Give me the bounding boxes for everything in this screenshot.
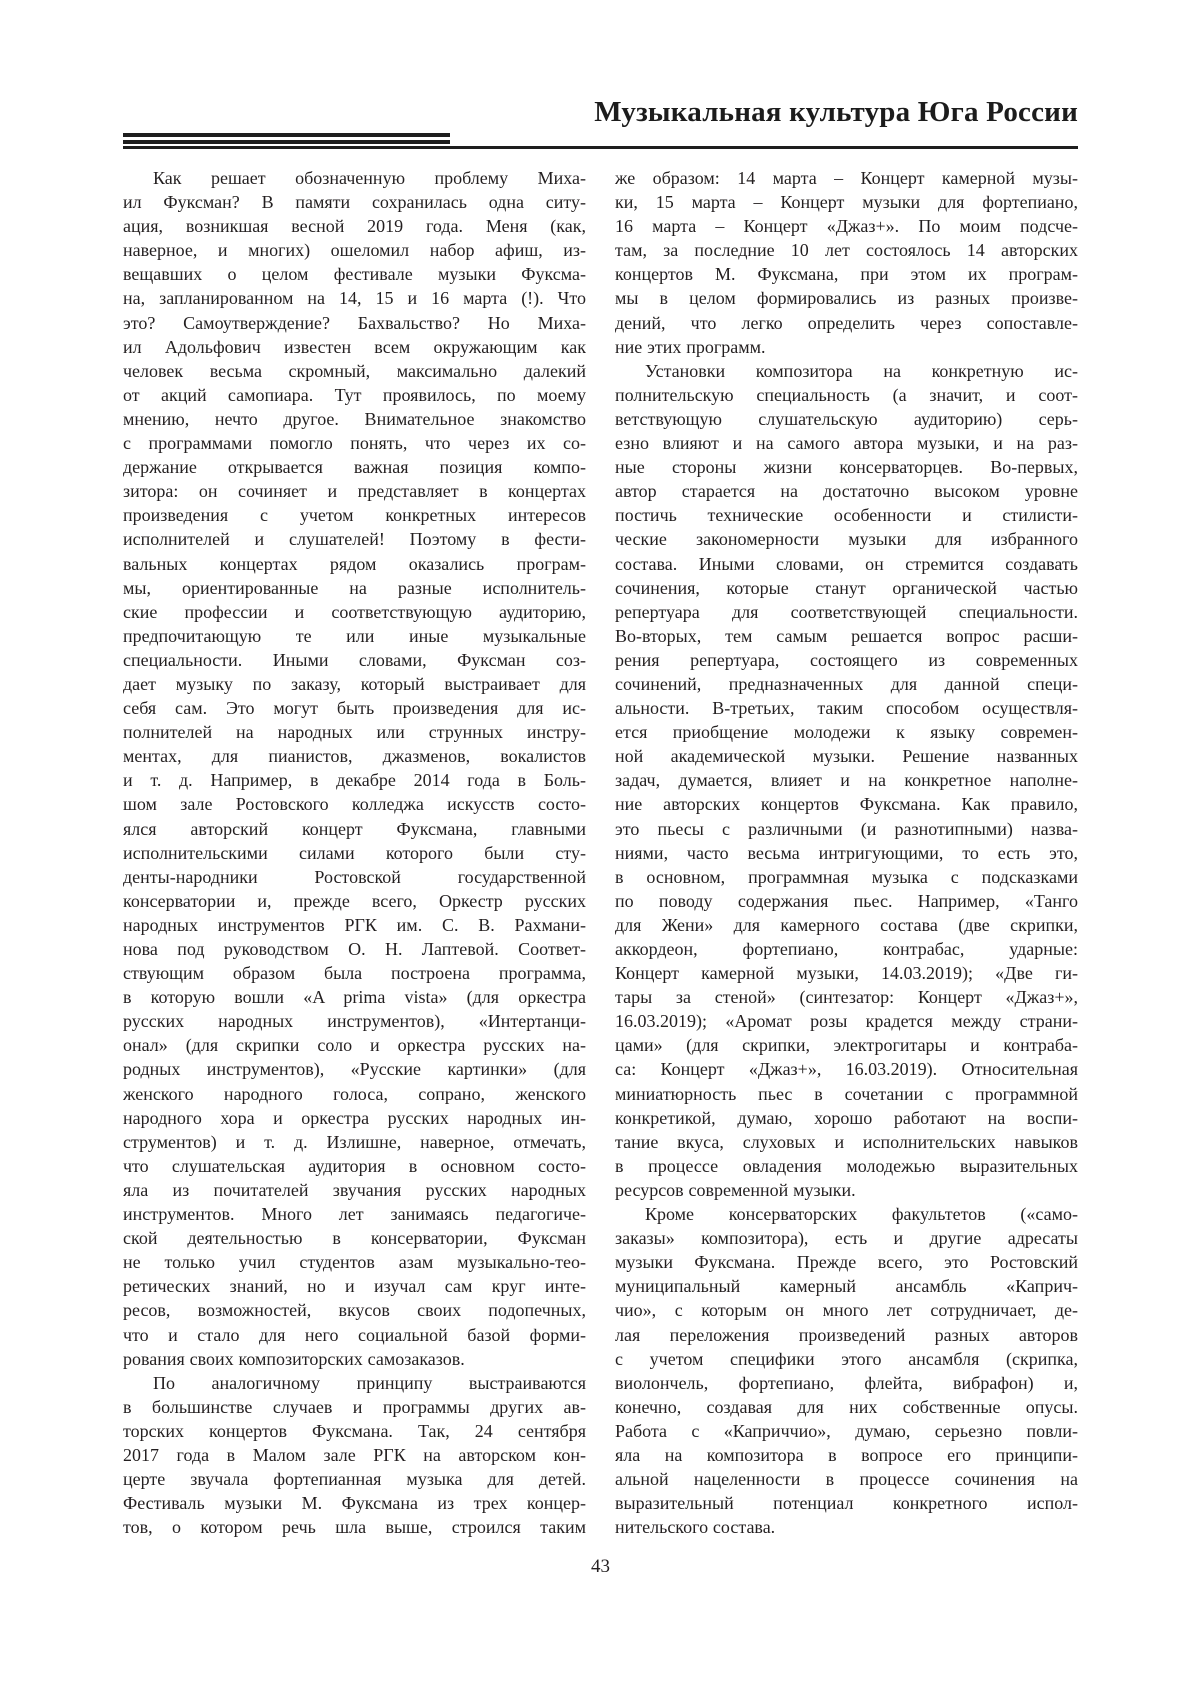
text-line: церте звучала фортепианная музыка для детей. — [123, 1469, 586, 1490]
text-line: зитора: он сочиняет и представляет в концертах — [123, 481, 586, 502]
text-line: 16.03.2019); «Аромат розы крадется между страни- — [615, 1011, 1078, 1032]
text-line: Концерт камерной музыки, 14.03.2019); «Две ги- — [615, 963, 1078, 984]
text-line: чио», с которым он много лет сотрудничает, де- — [615, 1300, 1078, 1321]
text-line: ки, 15 марта – Концерт музыки для фортепиано, — [615, 192, 1078, 213]
text-line: ские профессии и соответствующую аудиторию, — [123, 601, 586, 622]
text-line: ялся авторский концерт Фуксмана, главными — [123, 818, 586, 839]
text-line: в основном, программная музыка с подсказками — [615, 866, 1078, 887]
text-line: ние этих программ. — [615, 336, 766, 357]
text-line: ниями, часто весьма интригующими, то есть это, — [615, 842, 1078, 863]
text-line: Как решает обозначенную проблему Миха- — [153, 168, 586, 188]
text-line: выразительный потенциал конкретного испол- — [615, 1493, 1078, 1514]
text-line: конкретикой, думаю, хорошо работают на воспи- — [615, 1107, 1078, 1128]
text-line: тов, о котором речь шла выше, строился таким — [123, 1517, 586, 1538]
text-line: мы в целом формировались из разных произве- — [615, 288, 1078, 309]
text-line: ствующим образом была построена программа, — [123, 963, 586, 984]
text-line: мы, ориентированные на разные исполнитель- — [123, 577, 586, 598]
text-line: для Жени» для камерного состава (две скрипки, — [615, 914, 1078, 935]
page-content — [123, 0, 1078, 1697]
text-line: мнению, нечто другое. Внимательное знакомство — [123, 408, 586, 429]
text-line: альности. В-третьих, таким способом осуществля- — [615, 698, 1078, 719]
text-line: постичь технические особенности и стилисти- — [615, 505, 1078, 526]
text-line: Фестиваль музыки М. Фуксмана из трех концер- — [123, 1493, 586, 1514]
text-line: тание вкуса, слуховых и исполнительских навыков — [615, 1131, 1078, 1152]
text-line: на, запланированном на 14, 15 и 16 марта (!). Что — [123, 288, 586, 309]
text-line: рования своих композиторских самозаказов. — [123, 1348, 465, 1369]
text-line: сочинения, которые станут органической частью — [615, 577, 1078, 598]
text-line: дает музыку по заказу, который выстраивает для — [123, 673, 586, 694]
text-line: держание открывается важная позиция компо- — [123, 457, 586, 478]
text-line: там, за последние 10 лет состоялось 14 авторских — [615, 240, 1078, 261]
text-line: от акций самопиара. Тут проявилось, по моему — [123, 384, 586, 405]
text-line: родных инструментов), «Русские картинки» (для — [123, 1059, 586, 1080]
text-line: задач, думается, влияет и на конкретное наполне- — [615, 770, 1078, 791]
text-line: в процессе овладения молодежью выразительных — [615, 1155, 1078, 1176]
text-line: музыки Фуксмана. Прежде всего, это Ростовский — [615, 1252, 1078, 1273]
header-rule — [123, 146, 1078, 149]
text-line: концертов М. Фуксмана, при этом их програм- — [615, 264, 1078, 285]
text-line: русских народных инструментов), «Интертанци- — [123, 1011, 586, 1032]
text-line: аккордеон, фортепиано, контрабас, ударные: — [615, 939, 1078, 959]
text-line: По аналогичному принципу выстраиваются — [153, 1372, 586, 1393]
text-line: исполнителей и слушателей! Поэтому в фести- — [123, 529, 586, 550]
text-column-left — [123, 166, 586, 1539]
text-line: и т. д. Например, в декабре 2014 года в Боль- — [123, 770, 586, 791]
text-line: заказы» композитора), есть и другие адресаты — [615, 1228, 1078, 1249]
text-line: народного хора и оркестра русских народных ин- — [123, 1107, 586, 1128]
page-number: 43 — [591, 1556, 610, 1577]
text-line: инструментов. Много лет занимаясь педагогиче- — [123, 1204, 586, 1225]
text-line: ил Фуксман? В памяти сохранилась одна ситу- — [123, 192, 586, 213]
text-line: Кроме консерваторских факультетов («само- — [645, 1204, 1078, 1225]
text-line: нова под руководством О. Н. Лаптевой. Соответ- — [123, 939, 586, 959]
text-line: произведения с учетом конкретных интересов — [123, 505, 586, 526]
text-line: наверное, и многих) ошеломил набор афиш, из- — [123, 240, 586, 261]
text-line: виолончель, фортепиано, флейта, вибрафон) и, — [615, 1372, 1078, 1393]
text-line: состава. Иными словами, он стремится создавать — [615, 553, 1078, 574]
text-line: торских концертов Фуксмана. Так, 24 сентября — [123, 1420, 586, 1441]
text-line: это? Самоутверждение? Бахвальство? Но Миха- — [123, 312, 586, 333]
header-double-rule — [123, 133, 450, 144]
text-line: рения репертуара, состоящего из современных — [615, 649, 1078, 670]
text-line: езно влияют и на самого автора музыки, и на раз- — [615, 433, 1078, 454]
text-line: тары за стеной» (синтезатор: Концерт «Джаз+», — [615, 987, 1078, 1008]
text-line: онал» (для скрипки соло и оркестра русских на- — [123, 1035, 586, 1056]
text-line: в большинстве случаев и программы других ав- — [123, 1396, 586, 1417]
journal-title: Музыкальная культура Юга России — [594, 96, 1078, 128]
text-line: ческие закономерности музыки для избранного — [615, 529, 1078, 550]
text-line: ные стороны жизни консерваторцев. Во-первых, — [615, 457, 1078, 478]
text-line: яла на композитора в вопросе его принципи- — [615, 1444, 1078, 1465]
text-line: предпочитающую те или иные музыкальные — [123, 625, 586, 646]
text-line: Во-вторых, тем самым решается вопрос расши- — [615, 625, 1078, 646]
text-line: цами» (для скрипки, электрогитары и контраба- — [615, 1035, 1078, 1056]
text-line: альной нацеленности в процессе сочинения на — [615, 1469, 1078, 1490]
text-line: полнителей на народных или струнных инстру- — [123, 722, 586, 743]
text-line: миниатюрность пьес в сочетании с программной — [615, 1083, 1078, 1104]
text-line: народных инструментов РГК им. С. В. Рахмани- — [123, 914, 586, 935]
text-line: специальности. Иными словами, Фуксман соз- — [123, 649, 586, 670]
text-line: себя сам. Это могут быть произведения для ис- — [123, 698, 586, 719]
text-line: 2017 года в Малом зале РГК на авторском кон- — [123, 1444, 586, 1465]
text-line: ация, возникшая весной 2019 года. Меня (как, — [123, 216, 586, 237]
article-body — [123, 166, 1078, 1539]
text-line: ментах, для пианистов, джазменов, вокалистов — [123, 746, 586, 767]
text-line: по поводу содержания пьес. Например, «Танго — [615, 890, 1078, 911]
text-column-right — [615, 166, 1078, 1539]
text-line: с учетом специфики этого ансамбля (скрипка, — [615, 1348, 1078, 1369]
text-line: сочинений, предназначенных для данной специ- — [615, 673, 1078, 694]
text-line: конечно, создавая для них собственные опусы. — [615, 1396, 1078, 1417]
text-line: с программами помогло понять, что через их со- — [123, 433, 586, 454]
text-line: са: Концерт «Джаз+», 16.03.2019). Относительная — [615, 1059, 1078, 1080]
text-line: не только учил студентов азам музыкально-тео- — [123, 1252, 586, 1273]
text-line: ветствующую слушательскую аудиторию) серь- — [615, 408, 1078, 429]
text-line: Установки композитора на конкретную ис- — [645, 360, 1078, 381]
text-line: ресурсов современной музыки. — [615, 1179, 856, 1200]
text-line: ется приобщение молодежи к языку современ- — [615, 722, 1078, 743]
text-line: ние авторских концертов Фуксмана. Как правило, — [615, 794, 1078, 815]
text-line: муниципальный камерный ансамбль «Каприч- — [615, 1276, 1078, 1297]
text-line: женского народного голоса, сопрано, женского — [123, 1083, 586, 1104]
text-line: вещавших о целом фестивале музыки Фуксма- — [123, 264, 586, 285]
text-line: полнительскую специальность (а значит, и соот- — [615, 384, 1078, 405]
text-line: же образом: 14 марта – Концерт камерной музы- — [615, 168, 1078, 188]
text-line: репертуара для соответствующей специальности. — [615, 601, 1078, 622]
text-line: яла из почитателей звучания русских народных — [123, 1179, 586, 1200]
text-line: ной академической музыки. Решение названных — [615, 746, 1078, 767]
text-line: что и стало для него социальной базой форми- — [123, 1324, 586, 1345]
text-line: автор старается на достаточно высоком уровне — [615, 481, 1078, 502]
text-line: ретических знаний, но и изучал сам круг инте- — [123, 1276, 586, 1297]
text-line: ресов, возможностей, вкусов своих подопечных, — [123, 1300, 586, 1321]
text-line: это пьесы с различными (и разнотипными) назва- — [615, 818, 1078, 839]
text-line: 16 марта – Концерт «Джаз+». По моим подсче- — [615, 216, 1078, 237]
text-line: ской деятельностью в консерватории, Фуксман — [123, 1228, 586, 1249]
text-line: в которую вошли «A prima vista» (для оркестра — [123, 987, 586, 1008]
text-line: ил Адольфович известен всем окружающим как — [123, 336, 586, 357]
text-line: дений, что легко определить через сопоставле- — [615, 312, 1078, 333]
text-line: струментов) и т. д. Излишне, наверное, отмечать, — [123, 1131, 586, 1152]
text-line: нительского состава. — [615, 1517, 776, 1538]
text-line: что слушательская аудитория в основном состо- — [123, 1155, 586, 1176]
text-line: денты-народники Ростовской государственной — [123, 866, 586, 887]
text-line: вальных концертах рядом оказались програм- — [123, 553, 586, 574]
text-line: консерватории и, прежде всего, Оркестр русских — [123, 890, 586, 911]
text-line: Работа с «Каприччио», думаю, серьезно повли- — [615, 1420, 1078, 1441]
text-line: человек весьма скромный, максимально далекий — [123, 360, 586, 381]
text-line: лая переложения произведений разных авторов — [615, 1324, 1078, 1345]
text-line: исполнительскими силами которого были сту- — [123, 842, 586, 863]
text-line: шом зале Ростовского колледжа искусств состо- — [123, 794, 586, 815]
